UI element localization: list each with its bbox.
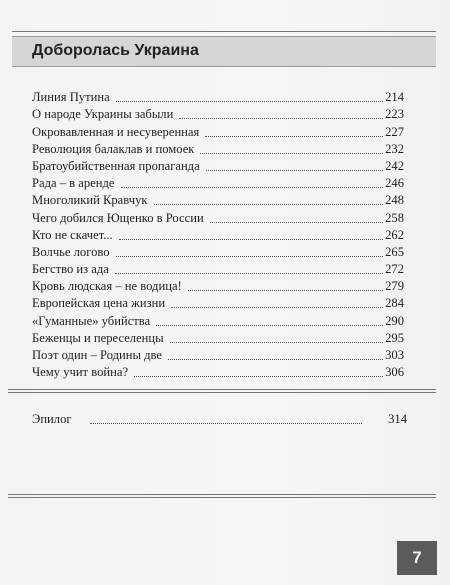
- toc-entry[interactable]: [32, 175, 404, 192]
- dot-leader: [210, 222, 383, 223]
- toc-entry-page: 248: [385, 193, 404, 208]
- toc-entry-page: 303: [385, 348, 404, 362]
- toc-entry[interactable]: [32, 295, 404, 312]
- toc-entry[interactable]: [32, 192, 404, 209]
- page-number-badge: [397, 541, 437, 575]
- dot-leader: [168, 359, 383, 360]
- toc-entry[interactable]: [32, 89, 404, 106]
- dot-leader: [154, 204, 384, 205]
- toc-entry-title: Линия Путина: [32, 90, 110, 105]
- header-top-rule: [12, 31, 436, 32]
- toc-entry-page: 279: [385, 279, 404, 294]
- toc-entry-title: Окровавленная и несуверенная: [32, 124, 200, 139]
- toc-entry-page: 290: [385, 313, 404, 328]
- toc-entry-title: Революция балаклав и помоек: [32, 141, 195, 156]
- toc-entry-page: 295: [385, 330, 404, 345]
- toc-entry-page: 284: [385, 296, 404, 311]
- dot-leader: [90, 423, 363, 424]
- toc-entry-page: 258: [385, 210, 404, 225]
- toc-entry[interactable]: [32, 261, 404, 278]
- toc-entry[interactable]: [32, 312, 404, 329]
- dot-leader: [205, 136, 383, 137]
- toc-entry-title: Кто не скачет...: [32, 227, 113, 242]
- toc-entry-page: 232: [385, 141, 404, 156]
- dot-leader: [116, 256, 384, 257]
- toc-entry-title: Чему учит война?: [32, 365, 129, 380]
- toc-entry-page: 262: [385, 227, 404, 242]
- page-number: 7: [412, 548, 422, 567]
- dot-leader: [121, 187, 384, 188]
- toc-entry-title: Братоубийственная пропаганда: [32, 158, 200, 173]
- toc-entry[interactable]: [32, 123, 404, 140]
- toc-entry-page: 214: [385, 90, 404, 105]
- toc-entry[interactable]: [32, 244, 404, 261]
- toc-entry-page: 223: [385, 107, 404, 122]
- toc-entry-title: Кровь людская – не водица!: [32, 279, 182, 294]
- toc-entry[interactable]: [32, 158, 404, 175]
- toc-entry[interactable]: [32, 141, 404, 158]
- toc-entry-page: 242: [385, 158, 404, 173]
- toc-entry[interactable]: [32, 106, 404, 123]
- section-title: Доборолась Украина: [32, 42, 199, 59]
- section-header: [12, 36, 436, 67]
- toc-entry-page: 227: [385, 124, 404, 139]
- dot-leader: [134, 376, 383, 377]
- epilogue-title: Эпилог: [32, 412, 72, 426]
- toc-entry[interactable]: [32, 209, 404, 226]
- toc-entry-page: 246: [385, 176, 404, 191]
- dot-leader: [179, 118, 383, 119]
- toc-entry-title: Волчье логово: [32, 244, 110, 259]
- section-separator: [8, 389, 436, 393]
- dot-leader: [200, 153, 383, 154]
- table-of-contents: [32, 89, 404, 381]
- toc-entry[interactable]: [32, 227, 404, 244]
- dot-leader: [156, 325, 383, 326]
- toc-entry-epilogue[interactable]: [32, 411, 407, 428]
- dot-leader: [206, 170, 383, 171]
- toc-entry-title: «Гуманные» убийства: [32, 313, 151, 328]
- dot-leader: [119, 239, 383, 240]
- toc-entry-title: Чего добился Ющенко в России: [32, 210, 204, 225]
- toc-entry[interactable]: [32, 364, 404, 381]
- toc-entry[interactable]: [32, 278, 404, 295]
- toc-entry-page: 272: [385, 262, 404, 277]
- toc-entry-page: 306: [385, 365, 404, 380]
- toc-entry[interactable]: [32, 330, 404, 347]
- dot-leader: [115, 273, 383, 274]
- dot-leader: [116, 101, 383, 102]
- dot-leader: [170, 342, 384, 343]
- toc-entry[interactable]: [32, 347, 404, 364]
- toc-entry-page: 265: [385, 244, 404, 259]
- toc-entry-title: Беженцы и переселенцы: [32, 330, 164, 345]
- toc-entry-title: Рада – в аренде: [32, 176, 115, 191]
- dot-leader: [171, 307, 383, 308]
- section-separator: [8, 494, 436, 498]
- dot-leader: [188, 290, 383, 291]
- epilogue-page: 314: [388, 412, 407, 426]
- toc-entry-title: Европейская цена жизни: [32, 296, 166, 311]
- toc-entry-title: Поэт один – Родины две: [32, 348, 163, 362]
- toc-entry-title: Бегство из ада: [32, 262, 109, 277]
- toc-entry-title: Многоликий Кравчук: [32, 193, 148, 208]
- toc-entry-title: О народе Украины забыли: [32, 107, 174, 122]
